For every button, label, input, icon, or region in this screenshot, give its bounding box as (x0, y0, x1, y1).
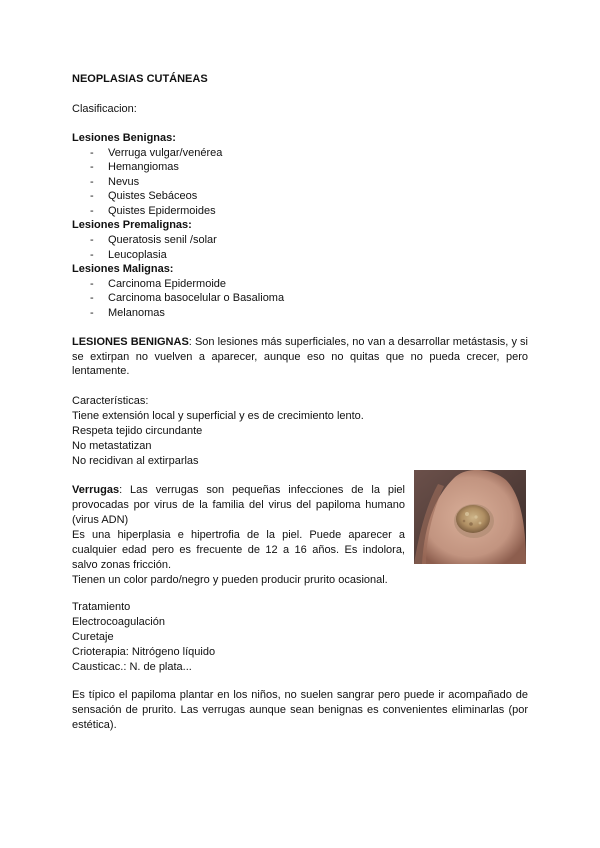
malignant-list (72, 277, 532, 321)
warts-paragraph-1: Verrugas: Las verrugas son pequeñas infecciones de la piel provocadas por virus de la familia del virus del papiloma humano (virus ADN) (72, 484, 405, 526)
list-item: - Verruga vulgar/venérea (90, 146, 223, 159)
characteristic-line: No recidivan al extirparlas (72, 455, 199, 467)
wart-photo (414, 470, 526, 564)
closing-paragraph: Es típico el papiloma plantar en los niños, no suelen sangrar pero puede ir acompañado de sensación de prurito. Las verrugas aunque sean benignas es convenientes eliminarlas (por estética). (72, 689, 528, 731)
warts-paragraph-2: Es una hiperplasia e hipertrofia de la piel. Puede aparecer a cualquier edad pero es frecuente de 12 a 16 años. Es indolora, salvo zonas fricción. (72, 529, 405, 571)
warts-heading: Verrugas (72, 484, 120, 496)
group-heading-premalignant: Lesiones Premalignas: (72, 219, 192, 232)
classification-label: Clasificacion: (72, 103, 137, 115)
list-item: - Quistes Sebáceos (90, 190, 198, 203)
treatment-block (72, 600, 372, 675)
treatment-line: Electrocoagulación (72, 616, 165, 628)
treatment-line: Curetaje (72, 631, 114, 643)
list-item: - Nevus (90, 175, 140, 188)
list-item: - Leucoplasia (90, 248, 167, 261)
warts-paragraph-3: Tienen un color pardo/negro y pueden producir prurito ocasional. (72, 574, 388, 586)
group-heading-malignant: Lesiones Malignas: (72, 263, 174, 276)
characteristics-block (72, 394, 528, 469)
list-item: - Carcinoma basocelular o Basalioma (90, 292, 285, 305)
benign-list (72, 146, 532, 219)
list-item: - Melanomas (90, 306, 165, 319)
characteristic-line: Tiene extensión local y superficial y es de crecimiento lento. (72, 410, 364, 422)
treatment-line: Crioterapia: Nitrógeno líquido (72, 646, 216, 658)
premalignant-list (72, 233, 532, 262)
characteristic-line: No metastatizan (72, 440, 152, 452)
benign-heading: LESIONES BENIGNAS (72, 336, 189, 348)
treatment-label: Tratamiento (72, 601, 131, 613)
benign-paragraph: LESIONES BENIGNAS: Son lesiones más superficiales, no van a desarrollar metástasis, y si se extirpan no vuelven a aparecer, aunque eso no quitas que no pueda crecer, pero lentamente. (72, 336, 528, 377)
group-heading-benign: Lesiones Benignas: (72, 132, 176, 144)
classification-list (72, 131, 532, 320)
treatment-line: Causticac.: N. de plata... (72, 661, 192, 673)
list-item: - Quistes Epidermoides (90, 204, 216, 217)
characteristic-line: Respeta tejido circundante (72, 425, 203, 437)
list-item: - Carcinoma Epidermoide (90, 277, 226, 290)
document-title: NEOPLASIAS CUTÁNEAS (72, 73, 208, 85)
warts-section (72, 483, 405, 588)
list-item: - Hemangiomas (90, 161, 179, 174)
characteristics-label: Características: (72, 395, 149, 407)
list-item: - Queratosis senil /solar (90, 233, 217, 246)
